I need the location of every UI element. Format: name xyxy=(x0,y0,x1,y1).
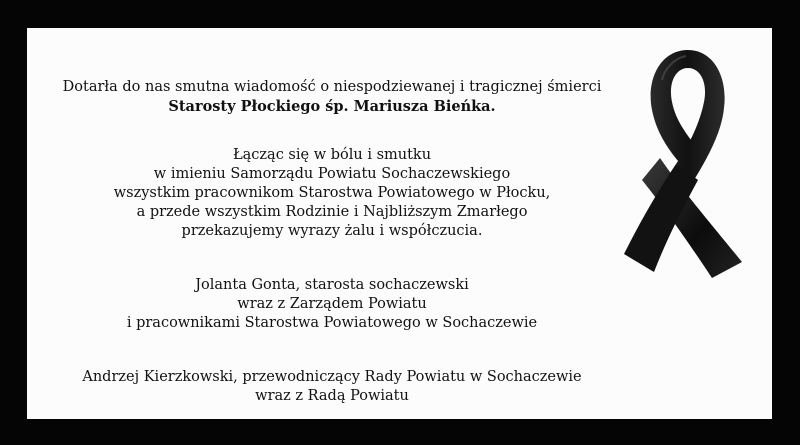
condolences-paragraph xyxy=(27,146,637,241)
condolence-line: a przede wszystkim Rodzinie i Najbliższym Zmarłego xyxy=(136,204,528,220)
signature-line: Jolanta Gonta, starosta sochaczewski xyxy=(195,277,469,293)
condolence-line: wszystkim pracownikom Starostwa Powiatowego w Płocku, xyxy=(113,185,551,201)
intro-line: Dotarła do nas smutna wiadomość o niespodziewanej i tragicznej śmierci xyxy=(62,79,602,95)
condolence-card xyxy=(27,28,772,419)
intro-paragraph xyxy=(27,78,637,116)
deceased-name: Starosty Płockiego śp. Mariusza Bieńka. xyxy=(168,98,496,115)
council-signature xyxy=(27,368,637,406)
signature-line: wraz z Zarządem Powiatu xyxy=(237,296,427,312)
signature-line: i pracownikami Starostwa Powiatowego w Sochaczewie xyxy=(126,315,538,331)
condolence-line: w imieniu Samorządu Powiatu Sochaczewskiego xyxy=(153,166,511,182)
starosta-signature xyxy=(27,276,637,333)
condolence-line: Łącząc się w bólu i smutku xyxy=(232,147,432,163)
signature-line: Andrzej Kierzkowski, przewodniczący Rady Powiatu w Sochaczewie xyxy=(82,369,582,385)
mourning-ribbon-icon xyxy=(602,40,772,290)
condolence-line: przekazujemy wyrazy żalu i współczucia. xyxy=(181,223,483,239)
signature-line: wraz z Radą Powiatu xyxy=(255,388,409,404)
